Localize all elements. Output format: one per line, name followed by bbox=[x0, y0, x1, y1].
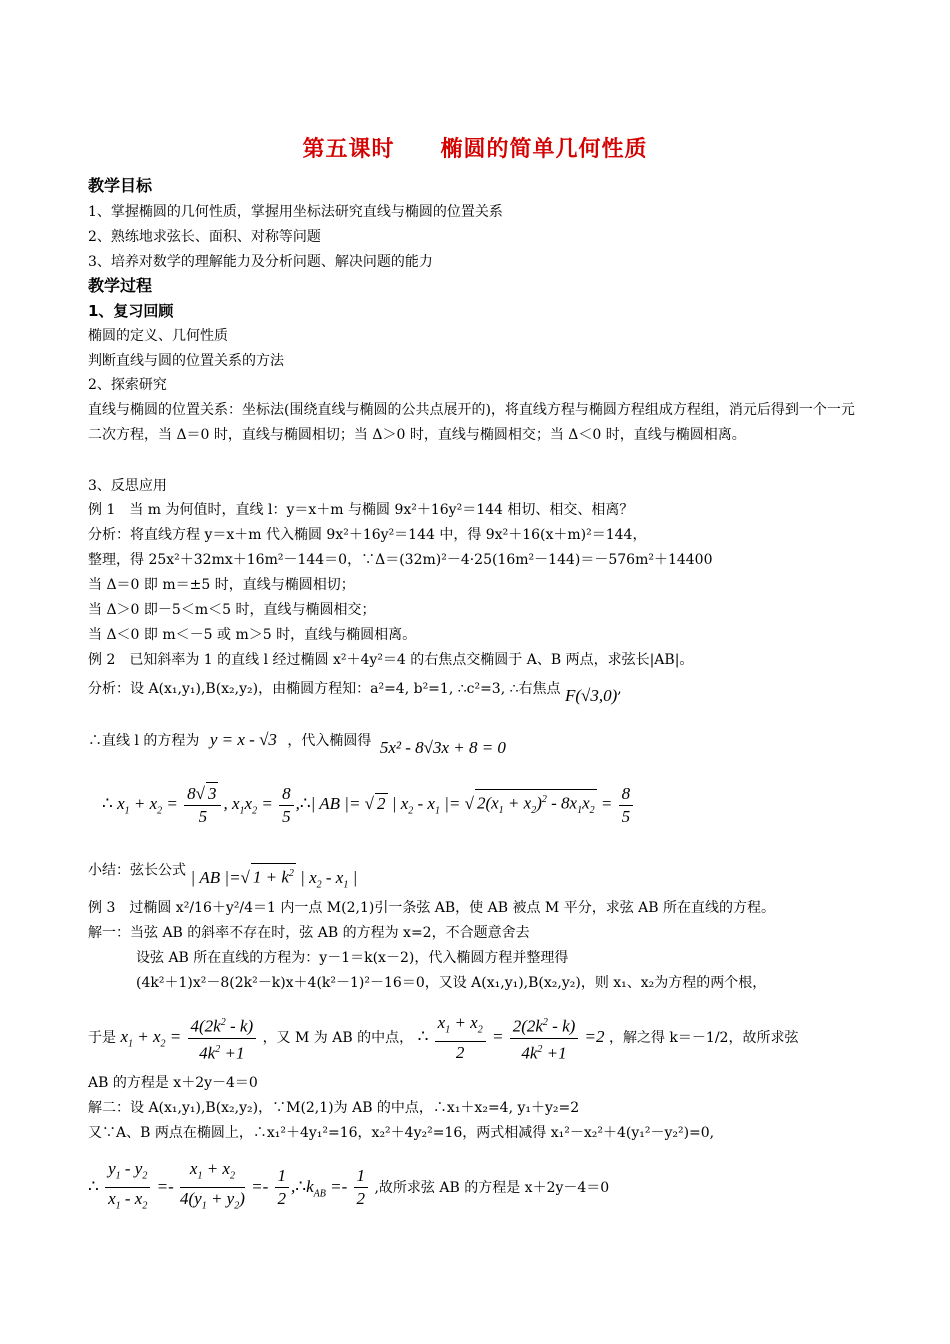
line-equation: y = x - √3 bbox=[209, 730, 277, 749]
solution1-result: AB 的方程是 x＋2y－4＝0 bbox=[88, 1075, 258, 1091]
example2-analysis-line: 分析：设 A(x₁,y₁),B(x₂,y₂)，由椭圆方程知：a²=4, b²=1, ∴c²=3, ∴右焦点 F(√3,0), bbox=[88, 681, 622, 705]
fraction: $\frac{x_1 + x_2}{4(y_1 + y_2)}$ bbox=[179, 1159, 245, 1212]
quadratic-equation: 5x² - 8√3x + 8 = 0 bbox=[379, 738, 506, 757]
review-heading: 1、复习回顾 bbox=[88, 302, 174, 320]
page-title: 第五课时 椭圆的简单几何性质 bbox=[302, 137, 648, 162]
solution2-result: ,故所求弦 AB 的方程是 x＋2y－4＝0 bbox=[374, 1179, 610, 1196]
fraction: $\frac{x_1 + x_2}{2}$ bbox=[435, 1012, 486, 1064]
fraction: $\frac{4(2k^2 - k)}{4k^2 +1}$ bbox=[188, 1012, 257, 1064]
solution1-line: 解一：当弦 AB 的斜率不存在时，弦 AB 的方程为 x=2，不合题意舍去 bbox=[88, 925, 530, 941]
process-heading: 教学过程 bbox=[88, 276, 153, 295]
apply-heading: 3、反思应用 bbox=[88, 478, 167, 494]
goal-item: 3、培养对数学的理解能力及分析问题、解决问题的能力 bbox=[88, 254, 433, 270]
review-item: 椭圆的定义、几何性质 bbox=[88, 328, 228, 344]
chord-length-derivation: ∴ $x_1 + x_2$ = $\frac{8√ 3}{5}$ , $x_1x_2$ = $\frac{8}{5}$ ,∴| AB |= √ 2 | $x_2 - x_1$ |= √ $2(x_1 + x_2)^2 - 8x_1x_2$ = $\frac{8}{5}$ bbox=[102, 782, 635, 828]
fraction: $\frac{2(2k^2 - k)}{4k^2 +1}$ bbox=[510, 1012, 579, 1064]
roots-sum-formula: $x_1 + x_2$ = $\frac{4(2k^2 - k)}{4k^2 +1}$ bbox=[120, 1027, 258, 1046]
summary-row bbox=[88, 855, 358, 891]
fraction: $\frac{8√ 3}{5}$ bbox=[184, 782, 221, 828]
solution2-slope-row bbox=[88, 1158, 609, 1218]
fraction: $\frac{8}{5}$ bbox=[279, 783, 294, 828]
fraction: $\frac{8}{5}$ bbox=[619, 783, 634, 828]
solution1-sum-row bbox=[88, 1012, 798, 1064]
example3-question: 例 3 过椭圆 x²/16＋y²/4＝1 内一点 M(2,1)引一条弦 AB，使 AB 被点 M 平分，求弦 AB 所在直线的方程。 bbox=[88, 900, 776, 916]
solve-text: ，解之得 k＝－1/2，故所求弦 bbox=[608, 1030, 799, 1047]
chord-length-formula: | AB |=√ $1 + k^2$ | $x_2 - x_1$ | bbox=[190, 868, 357, 887]
solution2-line: 又∵A、B 两点在椭圆上，∴x₁²＋4y₁²=16，x₂²＋4y₂²=16，两式相减得 x₁²－x₂²＋4(y₁²－y₂²)=0, bbox=[88, 1125, 715, 1141]
example1-analysis: 分析：将直线方程 y＝x＋m 代入椭圆 9x²＋16y²＝144 中，得 9x²＋16(x＋m)²＝144， bbox=[88, 527, 647, 543]
example2-question: 例 2 已知斜率为 1 的直线 l 经过椭圆 x²＋4y²＝4 的右焦点交椭圆于 A、B 两点，求弦长|AB|。 bbox=[88, 652, 694, 668]
example1-question: 例 1 当 m 为何值时，直线 l：y＝x＋m 与椭圆 9x²＋16y²＝144 相切、相交、相离？ bbox=[88, 502, 634, 518]
solution2-line: 解二：设 A(x₁,y₁),B(x₂,y₂)，∵M(2,1)为 AB 的中点，∴x₁＋x₂=4, y₁＋y₂=2 bbox=[88, 1100, 580, 1116]
summary-label: 小结：弦长公式 bbox=[88, 862, 186, 879]
midpoint-text: ，又 M 为 AB 的中点， bbox=[262, 1030, 414, 1047]
explore-heading: 2、探索研究 bbox=[88, 377, 167, 393]
fraction: $\frac{1}{2}$ bbox=[354, 1165, 369, 1210]
explore-paragraph: 直线与椭圆的位置关系：坐标法(围绕直线与椭圆的公共点展开的)，将直线方程与椭圆方程组成方程组，消元后得到一个一元二次方程，当 Δ＝0 时，直线与椭圆相切；当 Δ＞0 时，直线与椭圆相交；当 Δ＜0 时，直线与椭圆相离。 bbox=[88, 402, 855, 443]
example2-line-eq-row bbox=[88, 730, 506, 757]
solution1-line: (4k²＋1)x²－8(2k²－k)x＋4(k²－1)²－16＝0，又设 A(x₁,y₁),B(x₂,y₂)，则 x₁、x₂为方程的两个根， bbox=[136, 975, 767, 991]
fraction: $\frac{y_1 - y_2}{x_1 - x_2}$ bbox=[105, 1158, 150, 1218]
sum-prefix: 于是 bbox=[88, 1030, 116, 1047]
solution1-line: 设弦 AB 所在直线的方程为：y－1＝k(x－2)，代入椭圆方程并整理得 bbox=[136, 950, 569, 966]
example1-case-tangent: 当 Δ＝0 即 m＝±5 时，直线与椭圆相切； bbox=[88, 577, 355, 593]
fraction: $\frac{1}{2}$ bbox=[275, 1165, 290, 1210]
slope-formula: ∴ $\frac{y_1 - y_2}{x_1 - x_2}$ =- $\frac{x_1 + x_2}{4(y_1 + y_2)}$ =- $\frac{1}{2}$ $,\therefore k_{AB}$ =- $\frac{1}{2}$ bbox=[88, 1177, 370, 1196]
focus-formula: F(√3,0) bbox=[564, 686, 618, 705]
example2-analysis: 分析：设 A(x₁,y₁),B(x₂,y₂)，由椭圆方程知：a²=4, b²=1, ∴c²=3, ∴右焦点 bbox=[88, 681, 561, 697]
example1-case-intersect: 当 Δ＞0 即－5＜m＜5 时，直线与椭圆相交； bbox=[88, 602, 376, 618]
review-item: 判断直线与圆的位置关系的方法 bbox=[88, 353, 284, 369]
example1-case-separate: 当 Δ＜0 即 m＜－5 或 m＞5 时，直线与椭圆相离。 bbox=[88, 627, 417, 643]
example1-simplify: 整理，得 25x²＋32mx＋16m²－144＝0，∵Δ＝(32m)²－4·25(16m²－144)＝－576m²＋14400 bbox=[88, 552, 713, 568]
goals-heading: 教学目标 bbox=[88, 176, 153, 195]
midpoint-formula: ∴ $\frac{x_1 + x_2}{2}$ = $\frac{2(2k^2 - k)}{4k^2 +1}$ =2 bbox=[417, 1013, 605, 1063]
line-eq-prefix: ∴直线 l 的方程为 bbox=[88, 733, 200, 749]
goal-item: 1、掌握椭圆的几何性质，掌握用坐标法研究直线与椭圆的位置关系 bbox=[88, 204, 503, 220]
goal-item: 2、熟练地求弦长、面积、对称等问题 bbox=[88, 229, 321, 245]
substitute-text: ，代入椭圆得 bbox=[287, 733, 372, 749]
